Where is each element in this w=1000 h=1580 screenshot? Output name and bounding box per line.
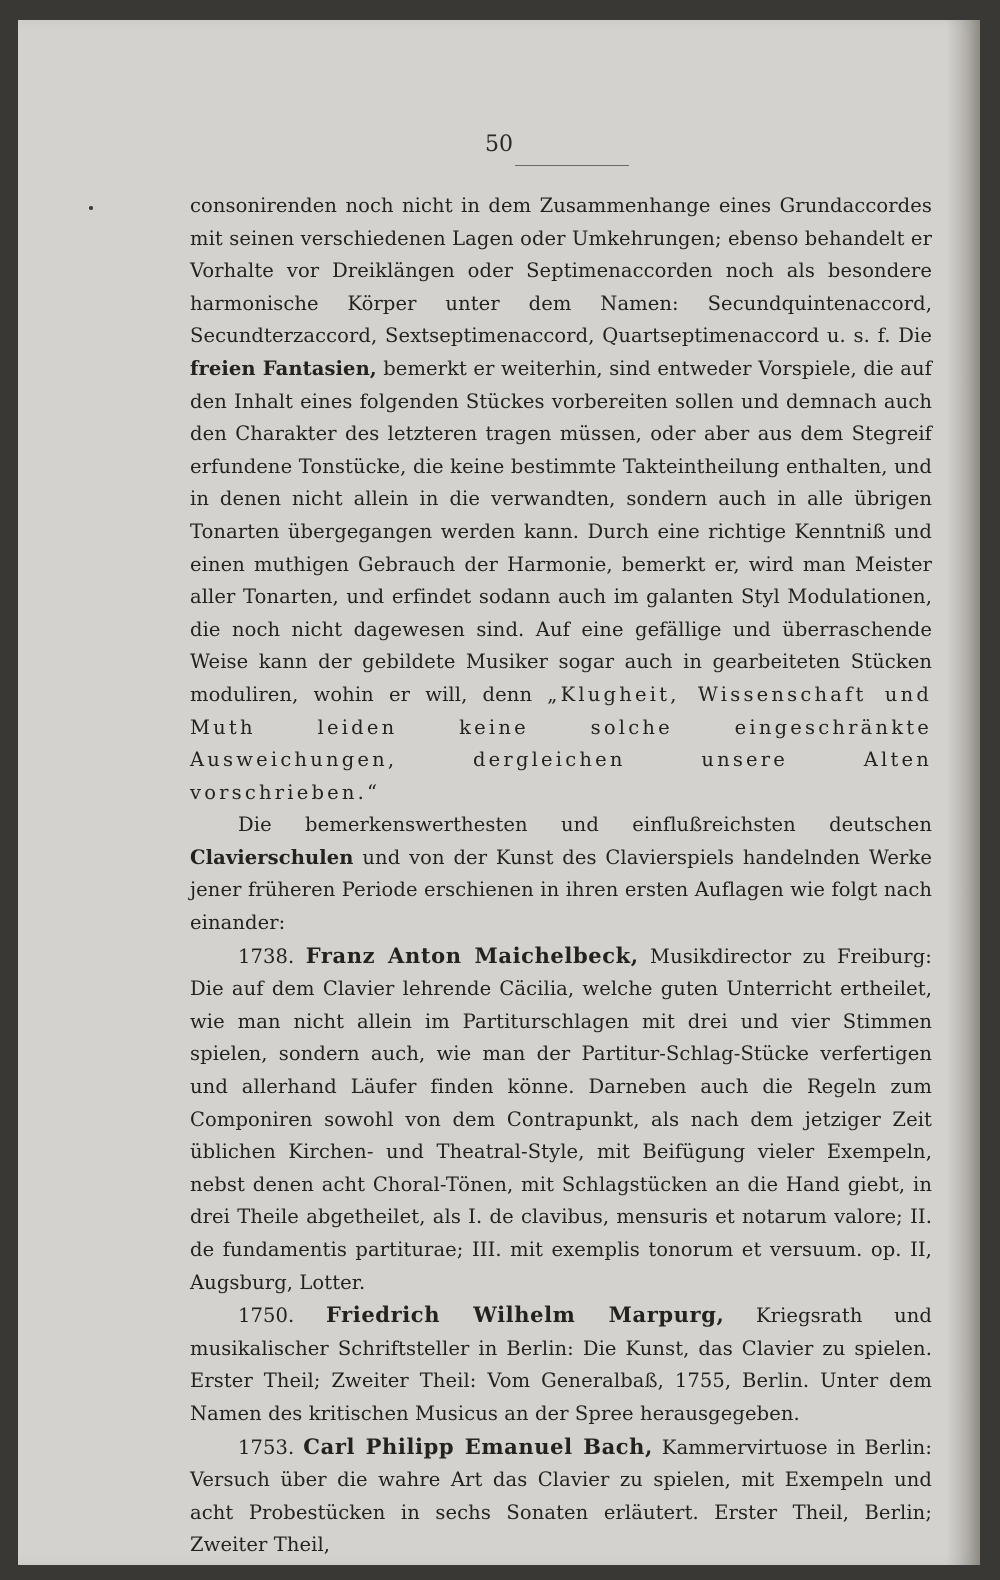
spaced-quotation: „Klugheit, Wissenschaft und Muth leiden keine solche eingeschränkte Ausweichungen, dergleichen unsere Alten vorschrieben.“ xyxy=(190,682,933,804)
book-page xyxy=(18,20,980,1565)
body-text xyxy=(190,190,932,1562)
paragraph-text: consonirenden noch nicht in dem Zusammenhange eines Grundaccordes mit seinen verschiedenen Lagen oder Umkehrungen; ebenso behandelt er Vorhalte vor Dreiklängen oder Septimenaccorden noch als besondere harmonische Körper unter dem Namen: Secundquintenaccord, Secundterzaccord, Sextseptimenaccord, Quartseptimenaccord u. s. f. Die xyxy=(190,194,932,348)
margin-mark xyxy=(89,206,93,210)
entry-year: 1750. xyxy=(238,1304,295,1328)
entry-marpurg xyxy=(190,1299,932,1430)
page-edge-shadow xyxy=(946,20,980,1565)
paragraph-clavierschulen xyxy=(190,809,932,939)
entry-year: 1738. xyxy=(238,944,295,968)
paragraph-consonance xyxy=(190,190,932,809)
paragraph-text: und von der Kunst des Clavierspiels handelnden Werke jener früheren Periode erschienen in ihren ersten Auflagen wie folgt nach einander: xyxy=(190,845,932,935)
entry-author-name: Friedrich Wilhelm Marpurg, xyxy=(325,1302,725,1328)
emphasis-clavierschulen: Clavierschulen xyxy=(190,845,354,869)
entry-maichelbeck xyxy=(190,940,932,1300)
entry-bach xyxy=(190,1431,932,1562)
entry-author-name: Franz Anton Maichelbeck, xyxy=(305,942,639,968)
page-number-rule xyxy=(515,165,629,166)
entry-text: Kriegsrath und musikalischer Schriftsteller in Berlin: Die Kunst, das Clavier zu spielen. Erster Theil; Zweiter Theil: Vom Generalbaß, 1755, Berlin. Unter dem Namen des kritischen Musicus an der Spree herausgegeben. xyxy=(190,1304,932,1425)
entry-author-name: Carl Philipp Emanuel Bach, xyxy=(303,1433,653,1459)
page-number: 50 xyxy=(485,132,513,157)
entry-text: Kammervirtuose in Berlin: Versuch über die wahre Art das Clavier zu spielen, mit Exempeln und acht Probestücken in sechs Sonaten erläutert. Erster Theil, Berlin; Zweiter Theil, xyxy=(190,1435,932,1557)
paragraph-text: Die bemerkenswerthesten und einflußreichsten deutschen xyxy=(238,813,932,837)
entry-text: Musikdirector zu Freiburg: Die auf dem Clavier lehrende Cäcilia, welche guten Unterricht ertheilet, wie man nicht allein im Partiturschlagen mit drei und vier Stimmen spielen, sondern auch, wie man der Partitur-Schlag-Stücke verfertigen und allerhand Läufer finden könne. Darneben auch die Regeln zum Componiren sowohl von dem Contrapunkt, als nach dem jetziger Zeit üblichen Kirchen- und Theatral-Style, mit Beifügung vieler Exempeln, nebst denen acht Choral-Tönen, mit Schlagstücken an die Hand giebt, in drei Theile abgetheilet, als I. de clavibus, mensuris et notarum valore; II. de fundamentis partiturae; III. mit exemplis tonorum et versuum. op. II, Augsburg, Lotter. xyxy=(190,944,932,1294)
emphasis-freien-fantasien: freien Fantasien, xyxy=(190,356,377,380)
entry-year: 1753. xyxy=(238,1435,295,1459)
paragraph-text: bemerkt er weiterhin, sind entweder Vorspiele, die auf den Inhalt eines folgenden Stückes vorbereiten sollen und demnach auch den Charakter des letzteren tragen müssen, oder aber aus dem Stegreif erfundene Tonstücke, die keine bestimmte Takteintheilung enthalten, und in denen nicht allein in die verwandten, sondern auch in alle übrigen Tonarten übergegangen werden kann. Durch eine richtige Kenntniß und einen muthigen Gebrauch der Harmonie, bemerkt er, wird man Meister aller Tonarten, und erfindet sodann auch im galanten Styl Modulationen, die noch nicht dagewesen sind. Auf eine gefällige und überraschende Weise kann der gebildete Musiker sogar auch in gearbeiteten Stücken moduliren, wohin er will, denn xyxy=(190,356,932,706)
